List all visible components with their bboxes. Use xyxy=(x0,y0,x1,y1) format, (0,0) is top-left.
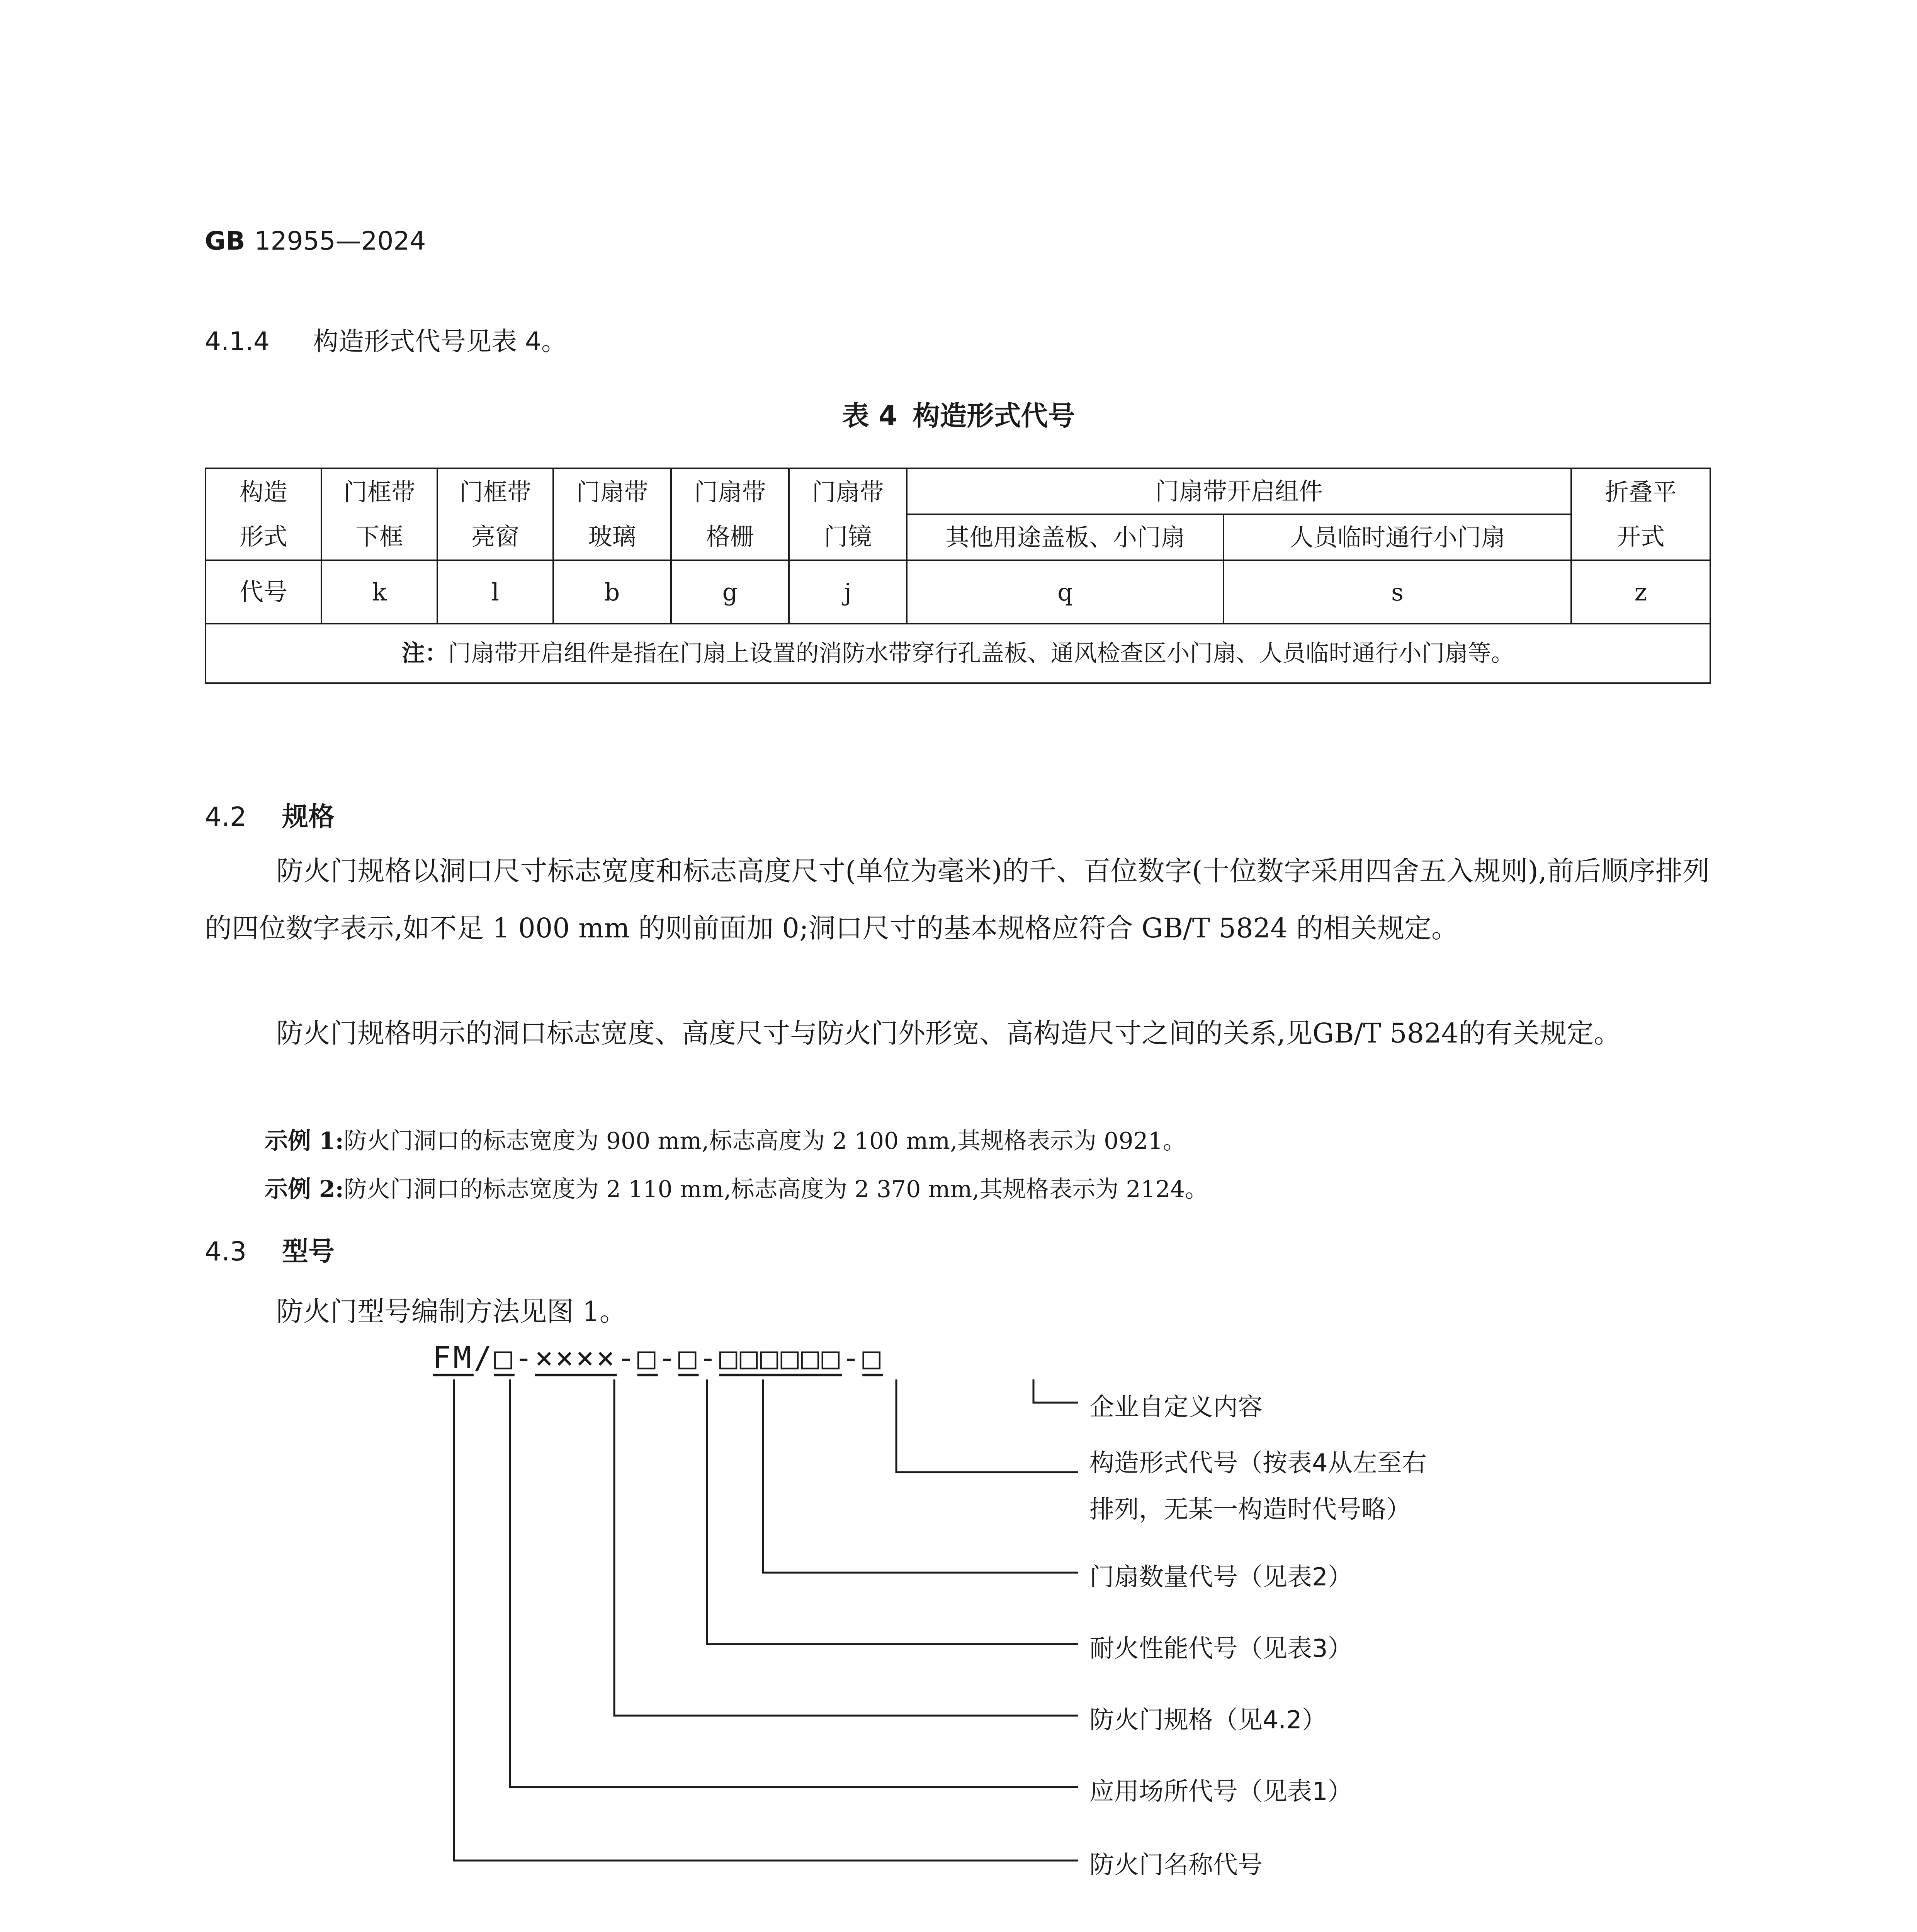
label-struct-line1: 构造形式代号（按表4从左至右 xyxy=(1089,1449,1427,1478)
label-fire: 耐火性能代号（见表3） xyxy=(1089,1634,1353,1663)
code-cell: k xyxy=(321,560,437,624)
example-label: 示例 1: xyxy=(265,1128,344,1155)
label-leaf: 门扇数量代号（见表2） xyxy=(1089,1563,1353,1592)
label-place: 应用场所代号（见表1） xyxy=(1089,1777,1353,1806)
code-place-box: □ xyxy=(494,1341,515,1376)
code-cell: s xyxy=(1224,560,1571,624)
example-text: 防火门洞口的标志宽度为 900 mm,标志高度为 2 100 mm,其规格表示为 0921。 xyxy=(343,1128,1186,1155)
header-cell-g: 门扇带 格栅 xyxy=(671,468,789,560)
code-leaf: □ xyxy=(678,1341,699,1376)
table-caption-number: 表 4 xyxy=(842,400,897,432)
standard-prefix: GB xyxy=(205,226,245,256)
code-spec: ×××× xyxy=(535,1341,617,1376)
label-name: 防火门名称代号 xyxy=(1089,1851,1263,1879)
header-cell-z: 折叠平 开式 xyxy=(1571,468,1710,560)
header-cell-s: 人员临时通行小门扇 xyxy=(1224,514,1571,560)
code-fm: FM xyxy=(433,1341,474,1376)
section-number: 4.2 xyxy=(205,802,247,832)
code-fire: □ xyxy=(637,1341,658,1376)
code-cell: g xyxy=(671,560,789,624)
header-cell-open-components: 门扇带开启组件 xyxy=(907,468,1571,514)
spec-paragraph-1: 防火门规格以洞口尺寸标志宽度和标志高度尺寸(单位为毫米)的千、百位数字(十位数字采用四舍五入规则),前后顺序排列的四位数字表示,如不足 1 000 mm 的则前面加 0;洞口尺寸的基本规格应符合 GB/T 5824 的相关规定。 xyxy=(205,855,1710,944)
label-struct-line2: 排列，无某一构造时代号略） xyxy=(1089,1495,1411,1524)
header-cell-b: 门扇带 玻璃 xyxy=(553,468,671,560)
note-label: 注： xyxy=(401,640,448,667)
row-label-code: 代号 xyxy=(206,560,321,624)
section-title: 型号 xyxy=(282,1236,335,1267)
section-number: 4.3 xyxy=(205,1236,247,1267)
example-label: 示例 2: xyxy=(265,1176,344,1203)
code-custom: □ xyxy=(862,1341,883,1376)
code-cell: b xyxy=(553,560,671,624)
clause-text: 构造形式代号见表 4。 xyxy=(313,327,567,356)
label-custom: 企业自定义内容 xyxy=(1089,1393,1263,1422)
clause-number: 4.1.4 xyxy=(205,327,270,356)
code-cell: z xyxy=(1571,560,1710,624)
code-cell: l xyxy=(437,560,553,624)
model-code-pattern: FM/□-××××-□-□-□□□□□□-□ xyxy=(433,1341,883,1376)
code-struct: □□□□□□ xyxy=(719,1341,842,1376)
label-spec: 防火门规格（见4.2） xyxy=(1089,1706,1327,1735)
section-title: 规格 xyxy=(282,802,335,832)
header-cell-j: 门扇带 门镜 xyxy=(789,468,907,560)
header-cell-type: 构造 形式 xyxy=(206,468,321,560)
note-text: 门扇带开启组件是指在门扇上设置的消防水带穿行孔盖板、通风检查区小门扇、人员临时通行小门扇等。 xyxy=(448,640,1514,667)
header-cell-l: 门框带 亮窗 xyxy=(437,468,553,560)
header-cell-k: 门框带 下框 xyxy=(321,468,437,560)
table-caption-title: 构造形式代号 xyxy=(913,400,1075,432)
code-cell: q xyxy=(907,560,1224,624)
header-cell-q: 其他用途盖板、小门扇 xyxy=(907,514,1224,560)
code-cell: j xyxy=(789,560,907,624)
model-intro: 防火门型号编制方法见图 1。 xyxy=(276,1296,627,1327)
standard-code: 12955—2024 xyxy=(254,226,426,256)
example-text: 防火门洞口的标志宽度为 2 110 mm,标志高度为 2 370 mm,其规格表示为 2124。 xyxy=(343,1176,1208,1203)
spec-paragraph-2: 防火门规格明示的洞口标志宽度、高度尺寸与防火门外形宽、高构造尺寸之间的关系,见GB/T 5824的有关规定。 xyxy=(276,1017,1621,1049)
